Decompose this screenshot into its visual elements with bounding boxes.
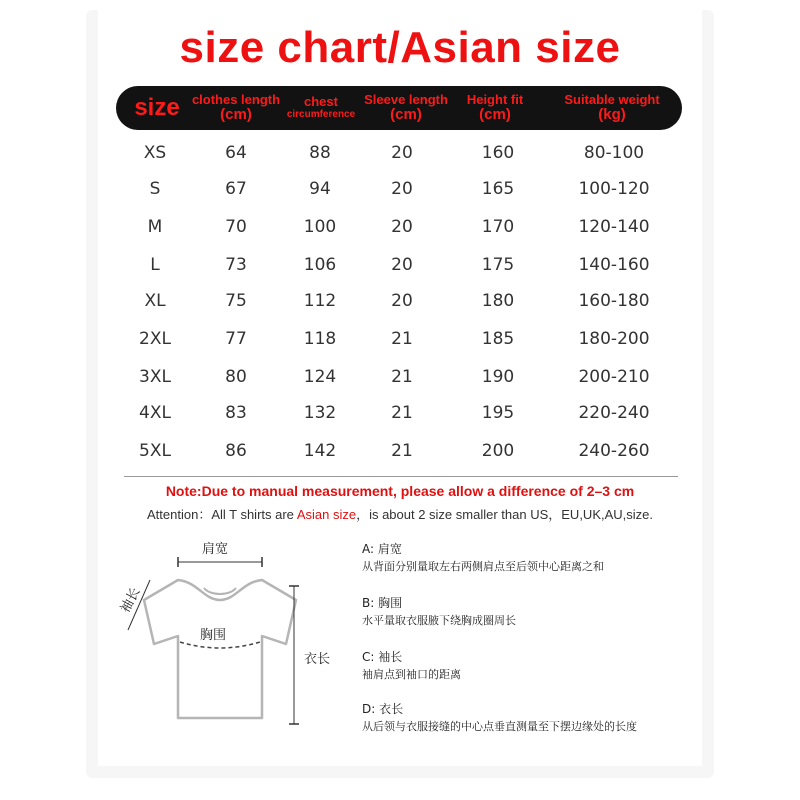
cell-weight: 80-100 [583, 143, 645, 163]
header-height-fit-line1: Height fit [466, 92, 524, 107]
cell-chest: 142 [303, 441, 337, 461]
cell-clothes-length: 67 [225, 179, 247, 199]
legend-item-a-head: A: 肩宽 [362, 542, 402, 556]
attention-note [0, 504, 800, 523]
cell-height: 185 [481, 329, 515, 349]
table-row [0, 324, 800, 354]
header-sleeve-length [360, 86, 452, 130]
cell-size: 3XL [139, 367, 171, 387]
cell-size: 2XL [139, 329, 171, 349]
legend-item-b-desc: 水平量取衣服腋下绕胸成圈周长 [362, 614, 516, 627]
table-row [0, 286, 800, 316]
cell-weight: 220-240 [578, 403, 650, 423]
tshirt-body-outline [144, 580, 296, 718]
cell-chest: 100 [303, 217, 337, 237]
cell-height: 195 [481, 403, 515, 423]
chest-label: 胸围 [200, 628, 227, 643]
legend-item-a-desc: 从背面分别量取左右两侧肩点至后领中心距离之和 [362, 560, 604, 573]
cell-size: M [147, 217, 163, 237]
legend-item-d [362, 700, 637, 736]
cell-chest: 94 [309, 179, 331, 199]
header-chest-line1: chest [304, 94, 338, 109]
legend-item-a [362, 540, 604, 576]
cell-sleeve: 21 [391, 367, 413, 387]
cell-height: 190 [481, 367, 515, 387]
attention-prefix: Attention：All T shirts are [147, 507, 297, 522]
cell-size: 4XL [139, 403, 171, 423]
cell-weight: 140-160 [578, 255, 650, 275]
table-divider [124, 476, 678, 477]
cell-size: XS [143, 143, 167, 163]
cell-clothes-length: 70 [225, 217, 247, 237]
table-row [0, 212, 800, 242]
cell-sleeve: 20 [391, 179, 413, 199]
cell-height: 175 [481, 255, 515, 275]
header-chest [280, 86, 362, 130]
cell-height: 165 [481, 179, 515, 199]
cell-weight: 240-260 [578, 441, 650, 461]
cell-clothes-length: 80 [225, 367, 247, 387]
page-title: size chart/Asian size [179, 23, 621, 72]
cell-chest: 118 [303, 329, 337, 349]
legend-item-c [362, 648, 461, 684]
cell-weight: 200-210 [578, 367, 650, 387]
cell-sleeve: 20 [391, 255, 413, 275]
cell-clothes-length: 64 [225, 143, 247, 163]
measurement-note: Note:Due to manual measurement, please allow a difference of 2–3 cm [165, 483, 635, 499]
cell-sleeve: 20 [391, 143, 413, 163]
cell-chest: 124 [303, 367, 337, 387]
sleeve-label: 袖长 [118, 585, 144, 616]
cell-weight: 100-120 [578, 179, 650, 199]
tshirt-collar-outline [204, 588, 236, 594]
cell-clothes-length: 75 [225, 291, 247, 311]
cell-sleeve: 21 [391, 403, 413, 423]
cell-chest: 106 [303, 255, 337, 275]
cell-size: L [150, 255, 160, 275]
header-chest-line2: circumference [286, 109, 356, 120]
cell-clothes-length: 86 [225, 441, 247, 461]
attention-highlight: Asian size [296, 507, 357, 522]
cell-weight: 160-180 [578, 291, 650, 311]
cell-clothes-length: 83 [225, 403, 247, 423]
cell-sleeve: 20 [391, 291, 413, 311]
header-sleeve-length-line2: (cm) [390, 106, 422, 123]
cell-height: 170 [481, 217, 515, 237]
length-label: 衣长 [304, 652, 331, 667]
cell-size: XL [144, 291, 166, 311]
header-clothes-length [182, 86, 290, 130]
cell-sleeve: 20 [391, 217, 413, 237]
header-height-fit-line2: (cm) [479, 106, 511, 123]
table-row [0, 138, 800, 168]
table-row [0, 174, 800, 204]
cell-height: 200 [481, 441, 515, 461]
cell-sleeve: 21 [391, 441, 413, 461]
legend-item-d-head: D: 衣长 [362, 702, 404, 716]
table-header [116, 86, 682, 130]
header-suitable-weight-line1: Suitable weight [564, 92, 660, 107]
cell-clothes-length: 73 [225, 255, 247, 275]
header-clothes-length-line1: clothes length [191, 92, 281, 107]
header-height-fit [454, 86, 536, 130]
tshirt-diagram [110, 530, 350, 750]
header-sleeve-length-line1: Sleeve length [364, 92, 448, 107]
attention-suffix: ，is about 2 size smaller than US，EU,UK,AU,size. [356, 507, 653, 522]
header-clothes-length-line2: (cm) [220, 106, 252, 123]
cell-chest: 132 [303, 403, 337, 423]
cell-chest: 88 [309, 143, 331, 163]
legend-item-b-head: B: 胸围 [362, 596, 403, 610]
table-row [0, 250, 800, 280]
legend-item-b [362, 594, 516, 630]
cell-weight: 120-140 [578, 217, 650, 237]
cell-sleeve: 21 [391, 329, 413, 349]
cell-size: 5XL [139, 441, 171, 461]
cell-chest: 112 [303, 291, 337, 311]
table-row [0, 436, 800, 466]
legend-item-c-head: C: 袖长 [362, 650, 403, 664]
header-size-label: size [134, 94, 180, 121]
table-row [0, 362, 800, 392]
cell-height: 160 [481, 143, 515, 163]
shoulder-label: 肩宽 [202, 542, 229, 557]
legend-item-c-desc: 袖肩点到袖口的距离 [362, 668, 461, 681]
cell-weight: 180-200 [578, 329, 650, 349]
table-row [0, 398, 800, 428]
cell-size: S [149, 179, 161, 199]
cell-height: 180 [481, 291, 515, 311]
header-suitable-weight [550, 86, 674, 130]
tshirt-outline-icon [110, 530, 350, 750]
header-suitable-weight-line2: (kg) [598, 106, 626, 123]
legend-item-d-desc: 从后领与衣服接缝的中心点垂直测量至下摆边缘处的长度 [362, 720, 637, 733]
cell-clothes-length: 77 [225, 329, 247, 349]
